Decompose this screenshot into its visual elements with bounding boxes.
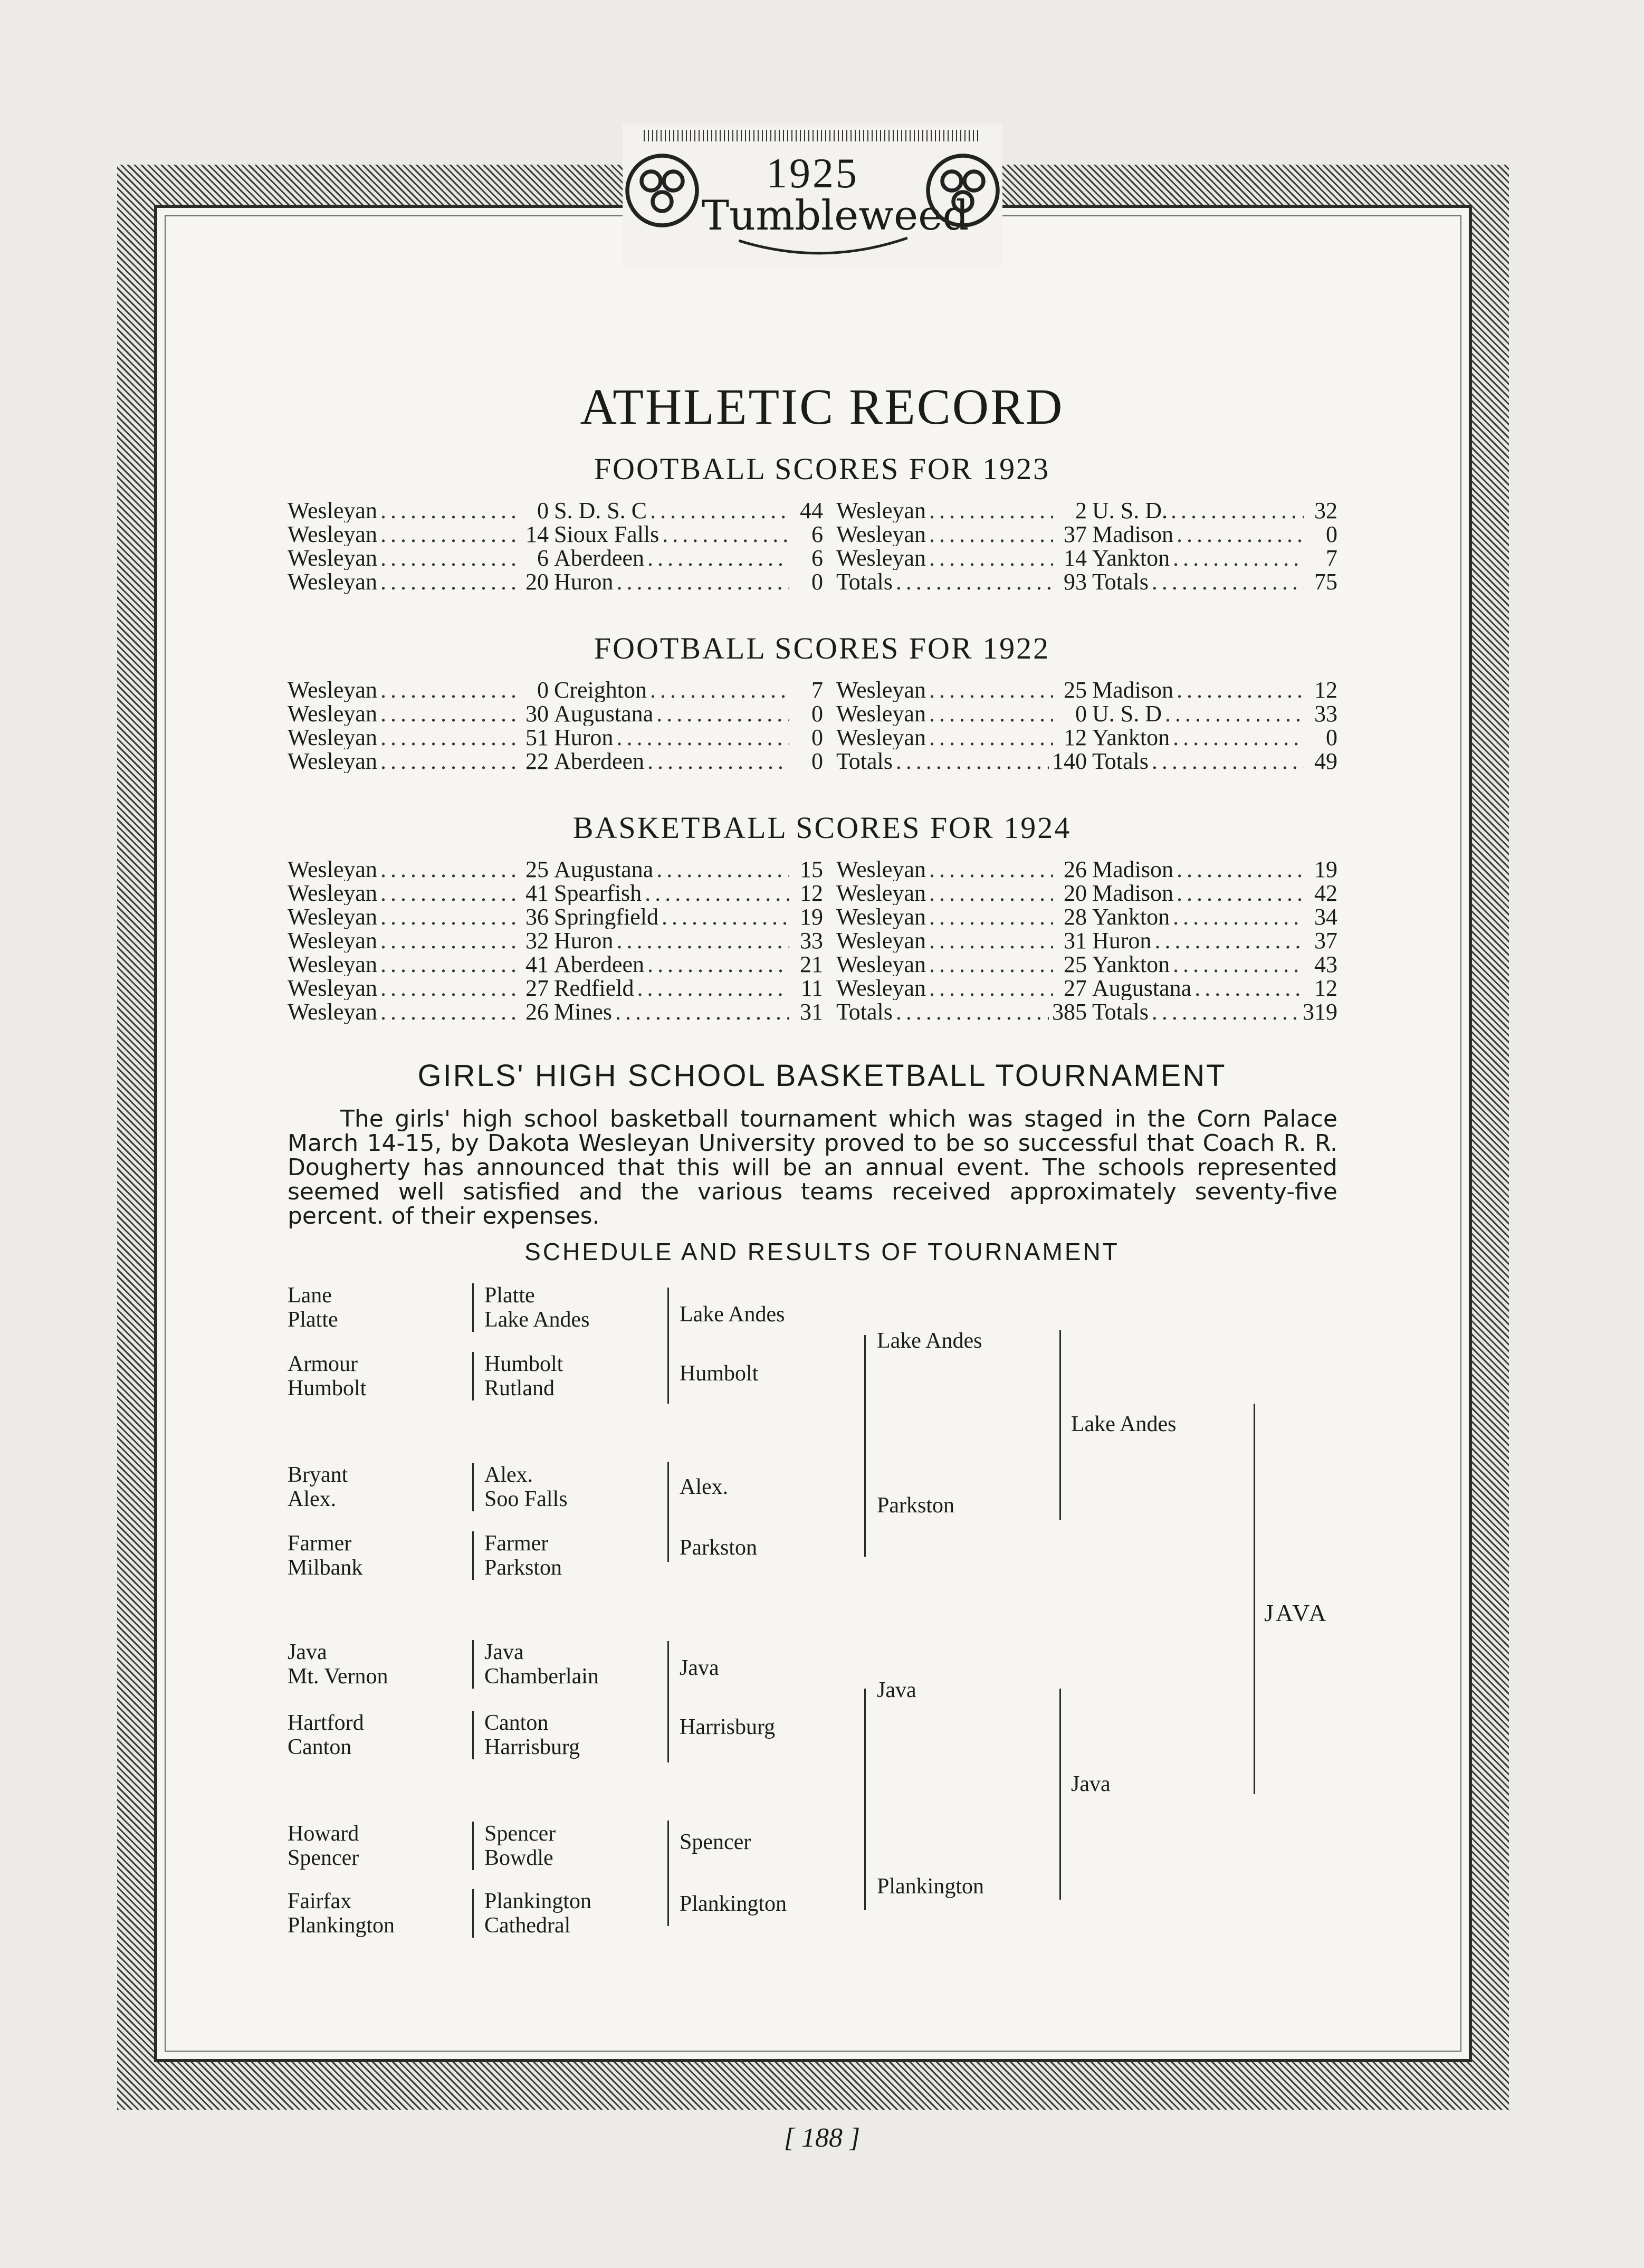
score-value: 26 [1064,857,1087,881]
score-value: 20 [1064,881,1087,905]
team-name: Wesleyan [288,749,377,773]
team-name: Yankton [1092,726,1170,749]
bracket-team: Armour [288,1352,358,1376]
bracket-line [472,1283,474,1332]
schedule-heading: SCHEDULE AND RESULTS OF TOURNAMENT [524,1238,1120,1265]
team-name: Wesleyan [288,726,377,749]
team-name: Madison [1092,857,1173,881]
bracket-team: Parkston [484,1556,562,1580]
score-value: 93 [1064,570,1087,594]
bracket-team: Lake Andes [484,1308,590,1332]
team-name: Wesleyan [836,702,926,726]
bracket-team: Plankington [680,1892,787,1916]
bracket-team: Farmer [484,1531,549,1556]
score-value: 14 [1064,546,1087,570]
tournament-heading: GIRLS' HIGH SCHOOL BASKETBALL TOURNAMENT [417,1059,1227,1093]
score-value: 41 [525,952,549,976]
score-value: 12 [1064,726,1087,749]
bracket-team: Spencer [484,1822,556,1846]
score-value: 0 [1326,726,1337,749]
bracket-line [1059,1689,1061,1900]
team-name: Yankton [1092,905,1170,929]
bracket-line [472,1711,474,1759]
bracket-team: Alex. [288,1487,337,1511]
bracket-line [472,1822,474,1870]
score-value: 36 [525,905,549,929]
bracket-line [667,1821,669,1926]
bracket-team: Bryant [288,1463,348,1487]
team-name: Wesleyan [836,929,926,952]
score-value: 43 [1314,952,1337,976]
team-name: S. D. S. C [554,499,647,522]
team-name: U. S. D. [1092,499,1168,522]
team-name: Aberdeen [554,749,645,773]
score-value: 22 [525,749,549,773]
score-value: 0 [811,726,823,749]
score-value: 6 [811,522,823,546]
bracket-team: Java [288,1640,327,1664]
team-name: Augustana [554,857,654,881]
team-name: Augustana [1092,976,1192,1000]
team-name: Madison [1092,678,1173,702]
team-name: Wesleyan [288,678,377,702]
score-value: 32 [525,929,549,952]
bracket-team: Java [484,1640,524,1664]
team-name: Wesleyan [836,499,926,522]
score-value: 25 [525,857,549,881]
score-value: 33 [800,929,823,952]
score-value: 25 [1064,952,1087,976]
score-value: 27 [525,976,549,1000]
bracket-line [472,1640,474,1689]
score-value: 19 [800,905,823,929]
bracket-team: Spencer [680,1830,751,1854]
bracket-team: Chamberlain [484,1664,599,1689]
team-name: Huron [554,929,614,952]
team-name: Wesleyan [288,952,377,976]
bracket-line [472,1352,474,1400]
bracket-team: Hartford [288,1711,364,1735]
bracket-line [667,1462,669,1562]
football-1923-heading: FOOTBALL SCORES FOR 1923 [594,452,1050,486]
team-name: Huron [554,726,614,749]
bracket-team: Plankington [288,1913,395,1938]
score-value: 12 [1314,678,1337,702]
bracket-team: Spencer [288,1846,359,1870]
bracket-team: Mt. Vernon [288,1664,388,1689]
bracket-team: Plankington [484,1889,592,1913]
bracket-team: Java [877,1678,916,1702]
score-value: 44 [800,499,823,522]
score-value: 42 [1314,881,1337,905]
team-name: Wesleyan [836,952,926,976]
bracket-team: Canton [484,1711,549,1735]
bracket-team: Alex. [484,1463,533,1487]
score-value: 0 [537,678,549,702]
football-1922-heading: FOOTBALL SCORES FOR 1922 [594,631,1050,665]
score-value: 37 [1064,522,1087,546]
score-value: 0 [1326,522,1337,546]
bracket-team: Farmer [288,1531,352,1556]
score-value: 19 [1314,857,1337,881]
bracket-team: Parkston [877,1493,954,1518]
team-name: Totals [1092,570,1149,594]
bracket-team: Platte [288,1308,338,1332]
bracket-team: Bowdle [484,1846,553,1870]
score-value: 41 [525,881,549,905]
bracket-team: Milbank [288,1556,363,1580]
score-value: 27 [1064,976,1087,1000]
score-value: 6 [811,546,823,570]
team-name: Totals [1092,749,1149,773]
team-name: Totals [836,749,893,773]
bracket-team: Alex. [680,1475,729,1499]
score-value: 12 [1314,976,1337,1000]
bracket-line [1059,1330,1061,1520]
team-name: Huron [1092,929,1152,952]
basketball-1924-heading: BASKETBALL SCORES FOR 1924 [572,811,1072,845]
bracket-team: Harrisburg [484,1735,580,1759]
team-name: Madison [1092,881,1173,905]
team-name: Wesleyan [836,546,926,570]
team-name: Wesleyan [288,976,377,1000]
bracket-line [667,1288,669,1404]
bracket-team: Howard [288,1822,359,1846]
yearbook-year: 1925 [766,150,859,197]
bracket-team: Rutland [484,1376,555,1400]
team-name: Aberdeen [554,546,645,570]
score-value: 385 [1052,1000,1087,1024]
team-name: Mines [554,1000,612,1024]
team-name: Sioux Falls [554,522,659,546]
team-name: Madison [1092,522,1173,546]
score-value: 33 [1314,702,1337,726]
score-value: 75 [1314,570,1337,594]
score-value: 2 [1075,499,1087,522]
team-name: Redfield [554,976,634,1000]
score-value: 30 [525,702,549,726]
bracket-team: Lake Andes [680,1302,785,1327]
bracket-line [472,1463,474,1511]
score-value: 7 [1326,546,1337,570]
score-value: 0 [537,499,549,522]
tournament-paragraph-text: The girls' high school basketball tournament which was staged in the Corn Palace March 14-15, by Dakota Wesleyan University proved to be so successful that Coach R. R. Dougherty has announced that this will be an annual event. The schools represented seemed well satisfied and the various teams received approximately seventy-five percent. of their expenses. [288,1106,1337,1230]
score-value: 28 [1064,905,1087,929]
team-name: Wesleyan [288,857,377,881]
score-value: 7 [811,678,823,702]
bracket-team: Lane [288,1283,332,1308]
team-name: Aberdeen [554,952,645,976]
score-value: 32 [1314,499,1337,522]
score-value: 15 [800,857,823,881]
score-value: 14 [525,522,549,546]
team-name: Wesleyan [288,905,377,929]
score-value: 26 [525,1000,549,1024]
bracket-line [472,1889,474,1938]
bracket-team: Lake Andes [1071,1412,1177,1436]
bracket-team: Plankington [877,1874,985,1899]
score-value: 319 [1303,1000,1337,1024]
team-name: U. S. D [1092,702,1162,726]
score-value: 20 [525,570,549,594]
team-name: Yankton [1092,546,1170,570]
bracket-team: Parkston [680,1536,757,1560]
score-value: 12 [800,881,823,905]
bracket-team: Fairfax [288,1889,352,1913]
team-name: Yankton [1092,952,1170,976]
team-name: Wesleyan [836,522,926,546]
team-name: Wesleyan [836,976,926,1000]
bracket-team: Lake Andes [877,1329,982,1353]
bracket-team: Cathedral [484,1913,571,1938]
bracket-team: Soo Falls [484,1487,568,1511]
team-name: Wesleyan [836,678,926,702]
score-value: 31 [1064,929,1087,952]
team-name: Wesleyan [288,570,377,594]
team-name: Wesleyan [288,546,377,570]
team-name: Springfield [554,905,658,929]
team-name: Huron [554,570,614,594]
team-name: Wesleyan [288,522,377,546]
score-value: 0 [811,570,823,594]
team-name: Wesleyan [836,905,926,929]
score-value: 34 [1314,905,1337,929]
score-value: 0 [811,749,823,773]
team-name: Totals [1092,1000,1149,1024]
team-name: Wesleyan [288,499,377,522]
bracket-team: Harrisburg [680,1715,776,1739]
bracket-team: Java [680,1656,719,1680]
score-value: 37 [1314,929,1337,952]
bracket-line [864,1335,866,1557]
score-value: 49 [1314,749,1337,773]
bracket-line [1254,1404,1255,1794]
team-name: Wesleyan [288,702,377,726]
team-name: Spearfish [554,881,642,905]
score-value: 0 [811,702,823,726]
score-value: 6 [537,546,549,570]
bracket-team: Platte [484,1283,535,1308]
score-value: 51 [525,726,549,749]
bracket-team: Humbolt [484,1352,563,1376]
team-name: Totals [836,1000,893,1024]
page-title: ATHLETIC RECORD [580,378,1064,435]
tournament-champion: JAVA [1264,1599,1328,1626]
bracket-team: Humbolt [680,1361,759,1386]
score-value: 0 [1075,702,1087,726]
bracket-line [864,1689,866,1910]
page-number: [ 188 ] [783,2123,861,2153]
team-name: Wesleyan [288,929,377,952]
team-name: Wesleyan [836,881,926,905]
score-value: 31 [800,1000,823,1024]
score-value: 140 [1052,749,1087,773]
yearbook-name: Tumbleweed [702,192,969,240]
score-value: 21 [800,952,823,976]
team-name: Wesleyan [836,726,926,749]
score-value: 11 [800,976,823,1000]
bracket-team: Java [1071,1772,1111,1796]
team-name: Wesleyan [836,857,926,881]
score-value: 25 [1064,678,1087,702]
bracket-team: Canton [288,1735,352,1759]
team-name: Wesleyan [288,1000,377,1024]
team-name: Augustana [554,702,654,726]
team-name: Totals [836,570,893,594]
team-name: Wesleyan [288,881,377,905]
team-name: Creighton [554,678,647,702]
bracket-line [472,1531,474,1580]
bracket-line [667,1641,669,1762]
bracket-team: Humbolt [288,1376,367,1400]
